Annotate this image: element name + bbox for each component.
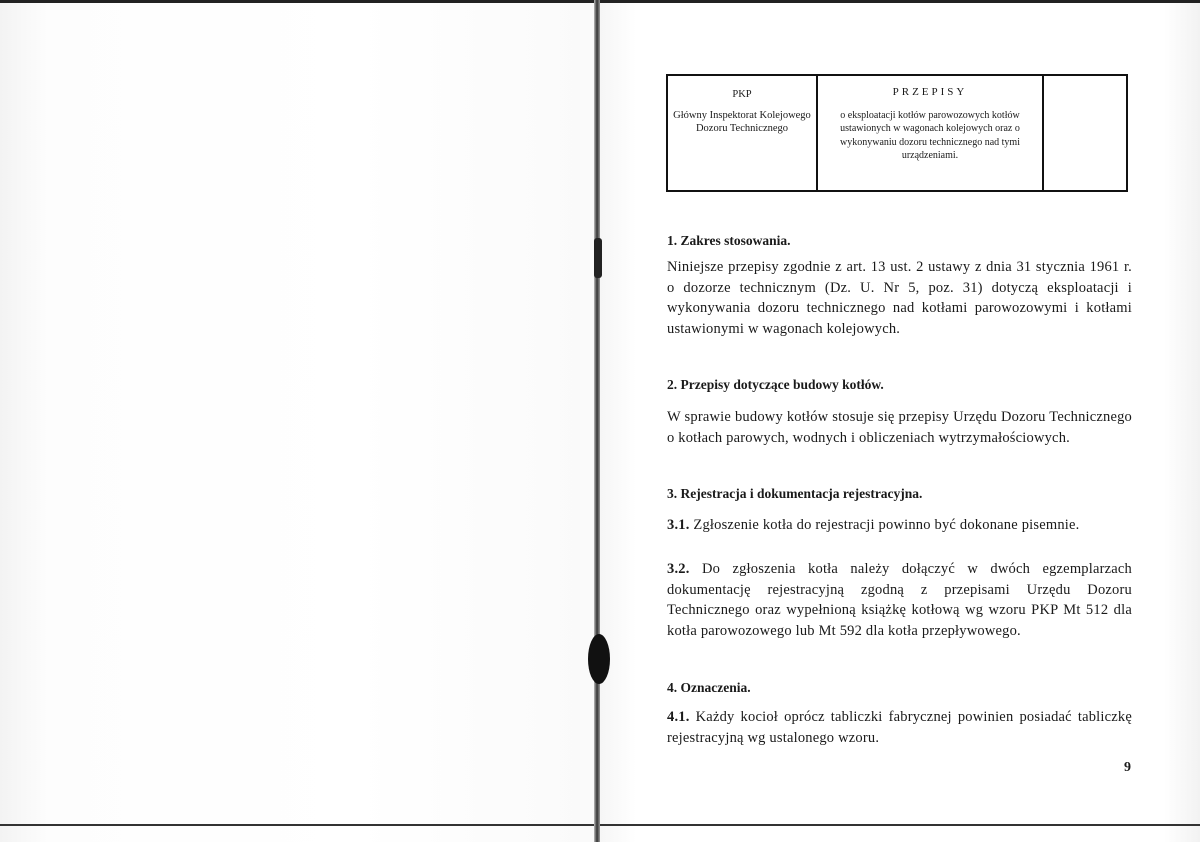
paragraph-3-1-text: Zgłoszenie kotła do rejestracji powinno być dokonane pisemnie. [693,517,1080,533]
binding-mark [594,238,602,278]
header-title-cell [818,76,1044,190]
paragraph-3-2-text: Do zgłoszenia kotła należy dołączyć w dwóch egzemplarzach dokumentację rejestracyjną zgodną z przepisami Urzędu Dozoru Technicznego oraz wypełnioną książkę kotłową wg wzoru PKP Mt 512 dla kotła parowozowego lub Mt 592 dla kotła przepływowego. [667,561,1132,639]
binding-hole [588,634,610,684]
book-gutter [594,0,600,842]
section-1-text: Niniejsze przepisy zgodnie z art. 13 ust. 2 ustawy z dnia 31 stycznia 1961 r. o dozorze technicznym (Dz. U. Nr 5, poz. 31) dotyczą eksploatacji i wykonywania dozoru technicznego nad kotłami parowozowymi i kotłami ustawionymi w wagonach kolejowych. [667,259,1132,337]
section-2-text: W sprawie budowy kotłów stosuje się przepisy Urzędu Dozoru Technicznego o kotłach parowych, wodnych i obliczeniach wytrzymałościowych. [667,409,1132,446]
section-2-heading: 2. Przepisy dotyczące budowy kotłów. [667,377,884,392]
paragraph-3-1 [667,515,1132,536]
page-number: 9 [1124,760,1131,775]
paragraph-4-1-number: 4.1. [667,709,690,725]
page-bottom-edge [0,824,1200,826]
organization-code: PKP [732,89,752,100]
paragraph-3-2-number: 3.2. [667,561,690,577]
paragraph-4-1 [667,707,1132,748]
header-table [666,74,1128,192]
document-title: PRZEPISY [892,86,968,98]
left-page-blank [0,0,596,842]
paragraph-3-2 [667,559,1132,641]
document-subtitle: o eksploatacji kotłów parowozowych kotłów ustawionych w wagonach kolejowych oraz o wykonywaniu dozoru technicznego nad tymi urządzeniami. [840,109,1020,161]
section-4-heading: 4. Oznaczenia. [667,680,751,695]
section-1-heading: 1. Zakres stosowania. [667,233,791,248]
page-top-edge [0,0,1200,3]
paragraph-4-1-text: Każdy kocioł oprócz tabliczki fabrycznej powinien posiadać tabliczkę rejestracyjną wg ustalonego wzoru. [667,709,1132,746]
paragraph-3-1-number: 3.1. [667,517,690,533]
header-organization-cell [668,76,818,190]
organization-name: Główny Inspektorat Kolejowego Dozoru Technicznego [673,110,811,134]
section-3-heading: 3. Rejestracja i dokumentacja rejestracyjna. [667,486,923,501]
header-empty-cell [1044,76,1126,190]
